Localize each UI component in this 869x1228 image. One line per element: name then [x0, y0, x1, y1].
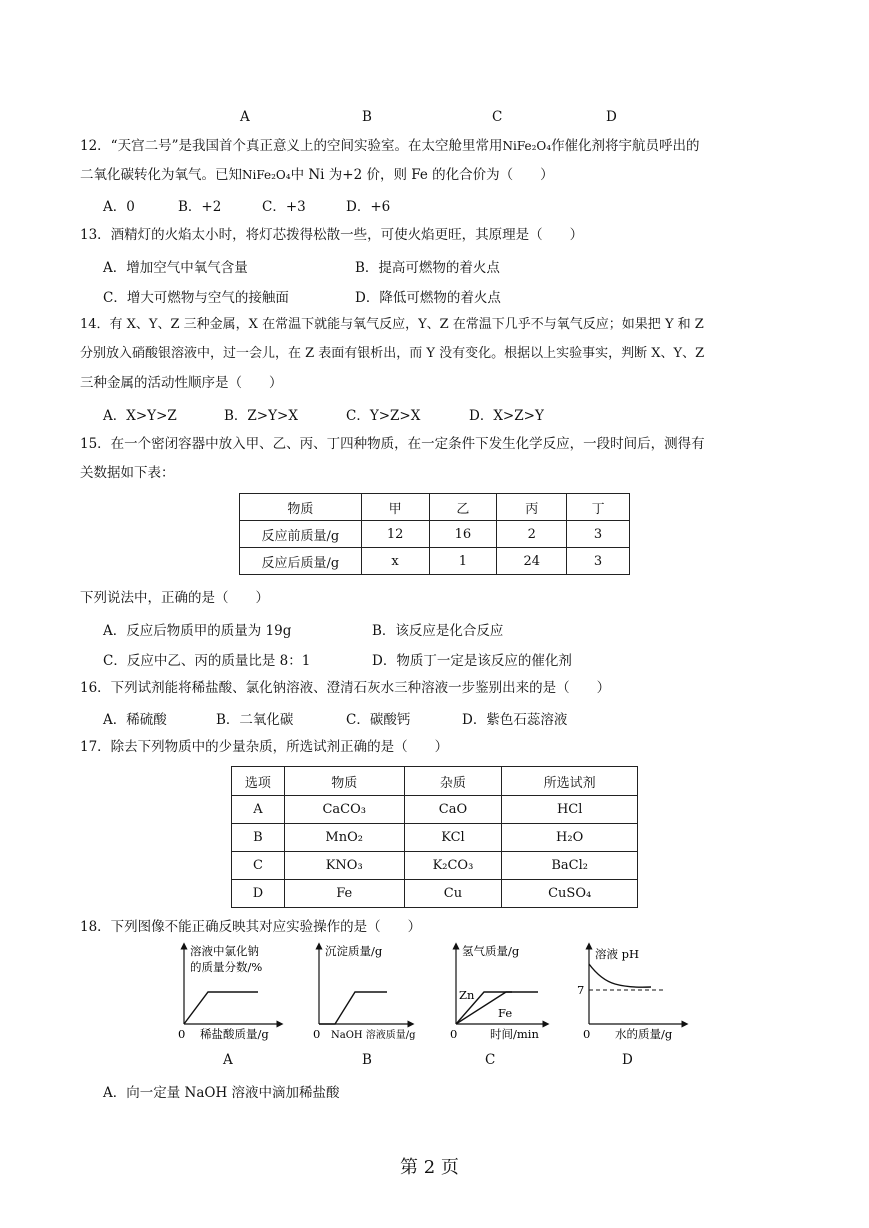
table-cell: 3 — [567, 548, 630, 575]
top-label-b: B — [362, 109, 372, 125]
table-cell: Cu — [404, 880, 502, 908]
table-cell: 16 — [429, 521, 497, 548]
table-cell: KNO₃ — [284, 852, 404, 880]
q12-line1 — [80, 137, 700, 155]
table-cell: BaCl₂ — [502, 852, 638, 880]
q12-line1-text-post: 作催化剂将宇航员呼出的 — [551, 138, 700, 154]
table-cell: CaO — [404, 796, 502, 824]
x-label: 时间/min — [490, 1027, 539, 1041]
q13-option-d: D．降低可燃物的着火点 — [355, 290, 501, 306]
graph-b — [305, 942, 417, 1042]
q12-line2-text: 二氧化碳转化为氧气。已知 — [80, 167, 242, 183]
graph-b-caption: B — [362, 1052, 372, 1068]
q15-table — [239, 493, 630, 575]
y-label: 溶液 pH — [595, 947, 640, 961]
table-cell: D — [232, 880, 285, 908]
q15-line2: 关数据如下表： — [80, 465, 175, 481]
table-cell: 2 — [497, 521, 567, 548]
table-cell: 物质 — [284, 767, 404, 796]
y-label-2: 的质量分数/% — [190, 960, 263, 974]
table-cell: 反应后质量/g — [240, 548, 362, 575]
q15-line1: 15．在一个密闭容器中放入甲、乙、丙、丁四种物质，在一定条件下发生化学反应，一段时间后，测得有 — [80, 436, 705, 452]
q17-table — [231, 766, 638, 908]
table-cell: K₂CO₃ — [404, 852, 502, 880]
q14-line2: 分别放入硝酸银溶液中，过一会儿，在 Z 表面有银析出，而 Y 没有变化。根据以上实验事实，判断 X、Y、Z — [80, 346, 705, 361]
table-cell: MnO₂ — [284, 824, 404, 852]
table-row — [240, 521, 630, 548]
table-cell: 反应前质量/g — [240, 521, 362, 548]
q13-stem: 13．酒精灯的火焰太小时，将灯芯拨得松散一些，可使火焰更旺，其原理是（ ） — [80, 227, 584, 243]
table-cell: 丁 — [567, 494, 630, 521]
graph-c-caption: C — [485, 1052, 496, 1068]
curve — [319, 992, 387, 1024]
curve — [184, 992, 258, 1024]
q12-line2 — [80, 166, 554, 184]
q14-option-d: D．X>Z>Y — [469, 408, 544, 424]
table-cell: x — [361, 548, 429, 575]
table-cell: B — [232, 824, 285, 852]
q16-option-a: A．稀硫酸 — [103, 712, 167, 728]
q12-formula: NiFe₂O₄ — [502, 139, 552, 153]
q13-option-c: C．增大可燃物与空气的接触面 — [103, 290, 289, 306]
q12-option-b: B．+2 — [178, 199, 222, 215]
q14-option-c: C．Y>Z>X — [346, 408, 421, 424]
x-label: NaOH 溶液质量/g — [331, 1030, 416, 1041]
ref-label: 7 — [577, 983, 585, 997]
table-cell: 24 — [497, 548, 567, 575]
y-label: 氢气质量/g — [462, 944, 520, 958]
origin-label: 0 — [178, 1027, 186, 1041]
table-cell: 所选试剂 — [502, 767, 638, 796]
origin-label: 0 — [450, 1027, 458, 1041]
table-row — [232, 852, 638, 880]
page-number: 第 2 页 — [400, 1157, 459, 1178]
table-cell: 选项 — [232, 767, 285, 796]
top-label-c: C — [492, 109, 503, 125]
q16-option-b: B．二氧化碳 — [216, 712, 294, 728]
fe-label: Fe — [498, 1006, 513, 1020]
q18-answer-a: A．向一定量 NaOH 溶液中滴加稀盐酸 — [103, 1085, 340, 1101]
origin-label: 0 — [313, 1027, 321, 1041]
table-cell: 甲 — [361, 494, 429, 521]
x-label: 稀盐酸质量/g — [200, 1027, 269, 1041]
table-cell: 1 — [429, 548, 497, 575]
table-row — [240, 548, 630, 575]
q15-option-a: A．反应后物质甲的质量为 19g — [103, 623, 292, 639]
q15-option-d: D．物质丁一定是该反应的催化剂 — [372, 653, 572, 669]
q13-option-a: A．增加空气中氧气含量 — [103, 260, 248, 276]
table-cell: KCl — [404, 824, 502, 852]
top-label-a: A — [240, 109, 250, 125]
q12-option-c: C．+3 — [262, 199, 306, 215]
x-label: 水的质量/g — [615, 1027, 673, 1041]
table-row — [232, 824, 638, 852]
q14-line1: 14．有 X、Y、Z 三种金属，X 在常温下就能与氧气反应，Y、Z 在常温下几乎不与氧气反应；如果把 Y 和 Z — [80, 317, 704, 332]
table-cell: 物质 — [240, 494, 362, 521]
q14-line3: 三种金属的活动性顺序是（ ） — [80, 375, 283, 391]
q15-after: 下列说法中，正确的是（ ） — [80, 590, 269, 606]
table-row — [240, 494, 630, 521]
top-label-d: D — [606, 109, 617, 125]
table-cell: Fe — [284, 880, 404, 908]
table-row — [232, 796, 638, 824]
y-label: 溶液中氯化钠 — [190, 944, 259, 958]
graph-d — [575, 942, 690, 1042]
table-cell: A — [232, 796, 285, 824]
q15-option-b: B．该反应是化合反应 — [372, 623, 504, 639]
zn-label: Zn — [459, 988, 475, 1002]
q15-option-c: C．反应中乙、丙的质量比是 8：1 — [103, 653, 311, 669]
q12-option-d: D．+6 — [346, 199, 391, 215]
graph-c — [442, 942, 552, 1042]
table-cell: 乙 — [429, 494, 497, 521]
table-cell: CuSO₄ — [502, 880, 638, 908]
y-label: 沉淀质量/g — [325, 944, 383, 958]
q14-option-b: B．Z>Y>X — [224, 408, 298, 424]
q13-option-b: B．提高可燃物的着火点 — [355, 260, 500, 276]
q16-stem: 16．下列试剂能将稀盐酸、氯化钠溶液、澄清石灰水三种溶液一步鉴别出来的是（ ） — [80, 680, 611, 696]
table-row — [232, 767, 638, 796]
q14-option-a: A．X>Y>Z — [103, 408, 177, 424]
ph-curve — [589, 964, 651, 987]
table-cell: 杂质 — [404, 767, 502, 796]
table-cell: HCl — [502, 796, 638, 824]
table-row — [232, 880, 638, 908]
table-cell: 12 — [361, 521, 429, 548]
table-cell: C — [232, 852, 285, 880]
q17-stem: 17．除去下列物质中的少量杂质，所选试剂正确的是（ ） — [80, 739, 449, 755]
table-cell: 丙 — [497, 494, 567, 521]
q12-option-a: A．0 — [103, 199, 135, 215]
q18-stem: 18．下列图像不能正确反映其对应实验操作的是（ ） — [80, 919, 422, 935]
graph-a-caption: A — [223, 1052, 233, 1068]
q16-option-c: C．碳酸钙 — [346, 712, 411, 728]
graph-d-caption: D — [622, 1052, 633, 1068]
origin-label: 0 — [583, 1027, 591, 1041]
table-cell: CaCO₃ — [284, 796, 404, 824]
graph-a — [170, 942, 285, 1042]
q12-formula-2: NiFe₂O₄ — [242, 168, 291, 182]
q12-line2-text-post: 中 Ni 为+2 价，则 Fe 的化合价为（ ） — [290, 167, 554, 183]
table-cell: H₂O — [502, 824, 638, 852]
table-cell: 3 — [567, 521, 630, 548]
q16-option-d: D．紫色石蕊溶液 — [462, 712, 568, 728]
q12-line1-text: 12．“天宫二号”是我国首个真正意义上的空间实验室。在太空舱里常用 — [80, 138, 503, 154]
